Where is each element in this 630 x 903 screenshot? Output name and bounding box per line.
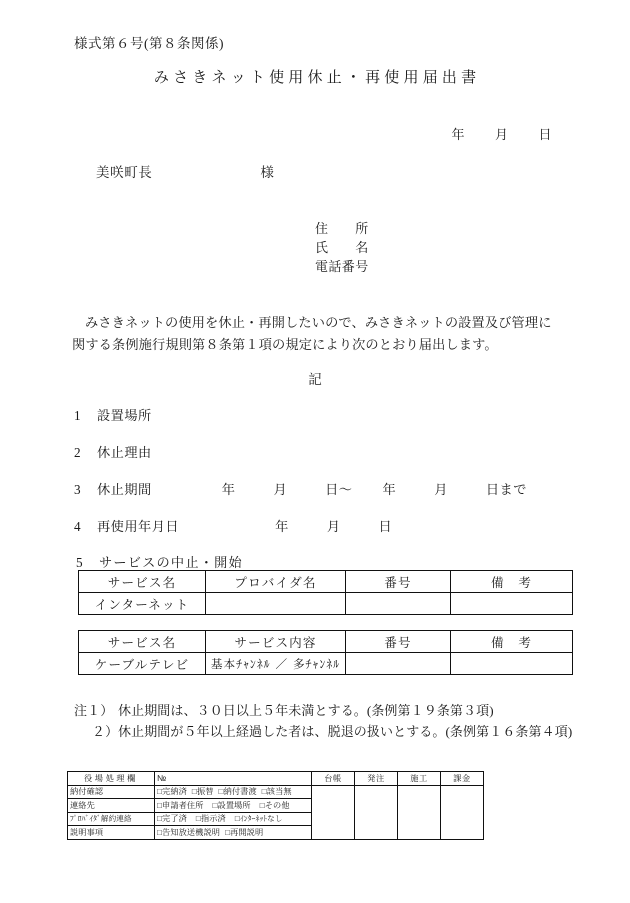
header-number: 番号 <box>346 631 451 653</box>
checkbox-glyph: □ <box>191 787 197 797</box>
table-header-row <box>79 631 573 653</box>
item-2-suspension-reason <box>74 442 152 461</box>
item-4-number: 4 <box>74 519 82 534</box>
admin-row-label: 説明事項 <box>68 826 155 840</box>
checkbox-option[interactable] <box>192 787 214 796</box>
checkbox-option[interactable] <box>260 801 290 810</box>
admin-cell-construction[interactable] <box>398 785 441 839</box>
cell-service-name: ケーブルテレビ <box>79 653 206 675</box>
cell-remarks[interactable] <box>451 653 573 675</box>
item-2-label: 休止理由 <box>97 445 152 460</box>
checkbox-glyph: □ <box>218 787 224 797</box>
header-service-name: サービス名 <box>79 631 206 653</box>
note-2-label: ２） <box>92 724 119 739</box>
admin-row-label: ﾌﾟﾛﾊﾞｲﾀﾞ解約連絡 <box>68 812 155 826</box>
applicant-name-label: 氏 名 <box>315 240 369 255</box>
header-number: 番号 <box>346 571 451 593</box>
checkbox-label: その他 <box>264 800 290 810</box>
admin-row-options[interactable] <box>155 799 312 813</box>
checkbox-label: 振替 <box>196 787 214 797</box>
admin-row-options[interactable] <box>155 826 312 840</box>
note-2-text: 休止期間が５年以上経過した者は、脱退の扱いとする。(条例第１６条第４項) <box>118 724 573 739</box>
header-provider-name: プロバイダ名 <box>206 571 346 593</box>
item-4-day: 日 <box>378 519 393 534</box>
form-number: 様式第６号(第８条関係) <box>74 36 224 51</box>
checkbox-glyph: □ <box>157 814 163 824</box>
item-2-number: 2 <box>74 445 82 460</box>
addressee-honorific: 様 <box>260 165 275 180</box>
checkbox-glyph: □ <box>157 827 163 837</box>
ki-marker: 記 <box>308 372 322 387</box>
notes-block <box>74 700 572 742</box>
item-4-month: 月 <box>326 519 341 534</box>
applicant-address-label: 住 所 <box>315 221 369 236</box>
checkbox-label: ｲﾝﾀｰﾈｯﾄなし <box>239 814 283 824</box>
admin-header-construction: 施工 <box>398 772 441 786</box>
item-3-suspension-period <box>74 479 527 498</box>
item-1-label: 設置場所 <box>97 408 152 423</box>
checkbox-label: 再開説明 <box>230 827 264 837</box>
admin-cell-ledger[interactable] <box>312 785 355 839</box>
checkbox-glyph: □ <box>234 814 240 824</box>
admin-header-billing: 課金 <box>441 772 484 786</box>
note-1-label: 注１） <box>74 703 114 718</box>
checkbox-label: 告知放送機説明 <box>162 827 221 837</box>
item-3-label: 休止期間 <box>97 482 152 497</box>
admin-header-ledger: 台帳 <box>312 772 355 786</box>
admin-row-label: 納付確認 <box>68 785 155 799</box>
admin-header-row <box>68 772 484 786</box>
checkbox-option[interactable] <box>196 814 226 823</box>
checkbox-glyph: □ <box>195 814 201 824</box>
checkbox-option[interactable] <box>213 801 251 810</box>
checkbox-label: 納付書渡 <box>223 787 257 797</box>
checkbox-glyph: □ <box>259 800 265 810</box>
checkbox-option[interactable] <box>157 828 220 837</box>
document-title: みさきネット使用休止・再使用届出書 <box>153 70 481 86</box>
item-1-number: 1 <box>74 408 82 423</box>
date-line <box>451 124 552 143</box>
checkbox-glyph: □ <box>157 800 163 810</box>
item-4-label: 再使用年月日 <box>97 519 180 534</box>
header-service-name: サービス名 <box>79 571 206 593</box>
item-5-service-change <box>76 552 243 571</box>
cell-number[interactable] <box>346 593 451 615</box>
checkbox-glyph: □ <box>157 787 163 797</box>
cell-service-name: インターネット <box>79 593 206 615</box>
admin-row-label: 連絡先 <box>68 799 155 813</box>
cell-service-content[interactable]: 基本ﾁｬﾝﾈﾙ ／ 多ﾁｬﾝﾈﾙ <box>206 653 346 675</box>
service-table-internet <box>78 570 573 615</box>
addressee-recipient: 美咲町長 <box>96 165 153 180</box>
table-row <box>79 593 573 615</box>
checkbox-option[interactable] <box>157 814 187 823</box>
item-3-number: 3 <box>74 482 82 497</box>
item-4-reuse-date <box>74 516 392 535</box>
item-3-year-from: 年 <box>221 482 236 497</box>
checkbox-glyph: □ <box>225 827 231 837</box>
checkbox-label: 指示済 <box>200 814 226 824</box>
admin-header-office-label: 役場処理欄 <box>68 772 155 786</box>
checkbox-option[interactable] <box>157 787 187 796</box>
admin-header-number: № <box>155 772 312 786</box>
admin-header-order: 発注 <box>355 772 398 786</box>
office-processing-table <box>67 771 484 840</box>
item-4-year: 年 <box>275 519 289 534</box>
header-service-content: サービス内容 <box>206 631 346 653</box>
checkbox-option[interactable] <box>262 787 292 796</box>
admin-cell-order[interactable] <box>355 785 398 839</box>
date-day-label: 日 <box>538 127 552 142</box>
table-header-row <box>79 571 573 593</box>
item-5-label: サービスの中止・開始 <box>99 555 243 570</box>
date-month-label: 月 <box>494 127 509 142</box>
checkbox-glyph: □ <box>212 800 218 810</box>
cell-remarks[interactable] <box>451 593 573 615</box>
cell-provider-name[interactable] <box>206 593 346 615</box>
note-2 <box>74 721 572 742</box>
checkbox-label: 設置場所 <box>217 800 251 810</box>
table-row <box>79 653 573 675</box>
item-3-day-to: 日まで <box>485 482 527 497</box>
checkbox-option[interactable] <box>225 828 263 837</box>
applicant-block <box>315 219 369 276</box>
checkbox-option[interactable] <box>219 787 257 796</box>
checkbox-label: 完了済 <box>162 814 187 824</box>
date-year-label: 年 <box>451 127 465 142</box>
item-3-day-from: 日～ <box>325 482 353 497</box>
admin-row-options[interactable] <box>155 812 312 826</box>
checkbox-label: 完納済 <box>162 787 187 797</box>
admin-cell-billing[interactable] <box>441 785 484 839</box>
note-1 <box>74 700 572 721</box>
body-paragraph: みさきネットの使用を休止・再開したいので、みさきネットの設置及び管理に関する条例施行規則第８条第１項の規定により次のとおり届出します。 <box>72 315 552 352</box>
cell-number[interactable] <box>346 653 451 675</box>
item-3-month-to: 月 <box>434 482 448 497</box>
item-5-number: 5 <box>76 555 84 570</box>
header-remarks: 備 考 <box>451 631 573 653</box>
item-1-install-location <box>74 405 152 424</box>
item-3-year-to: 年 <box>382 482 397 497</box>
checkbox-glyph: □ <box>261 787 267 797</box>
checkbox-label: 申請者住所 <box>162 800 204 810</box>
admin-row-options[interactable] <box>155 785 312 799</box>
addressee <box>96 161 275 181</box>
service-table-cabletv <box>78 630 573 675</box>
note-1-text: 休止期間は、３０日以上５年未満とする。(条例第１９条第３項) <box>118 703 494 718</box>
item-3-month-from: 月 <box>273 482 288 497</box>
checkbox-option[interactable] <box>235 814 283 823</box>
header-remarks: 備 考 <box>451 571 573 593</box>
applicant-phone-label: 電話番号 <box>315 259 369 274</box>
admin-row-payment-confirm <box>68 785 484 799</box>
checkbox-option[interactable] <box>157 801 204 810</box>
checkbox-label: 該当無 <box>266 787 292 797</box>
